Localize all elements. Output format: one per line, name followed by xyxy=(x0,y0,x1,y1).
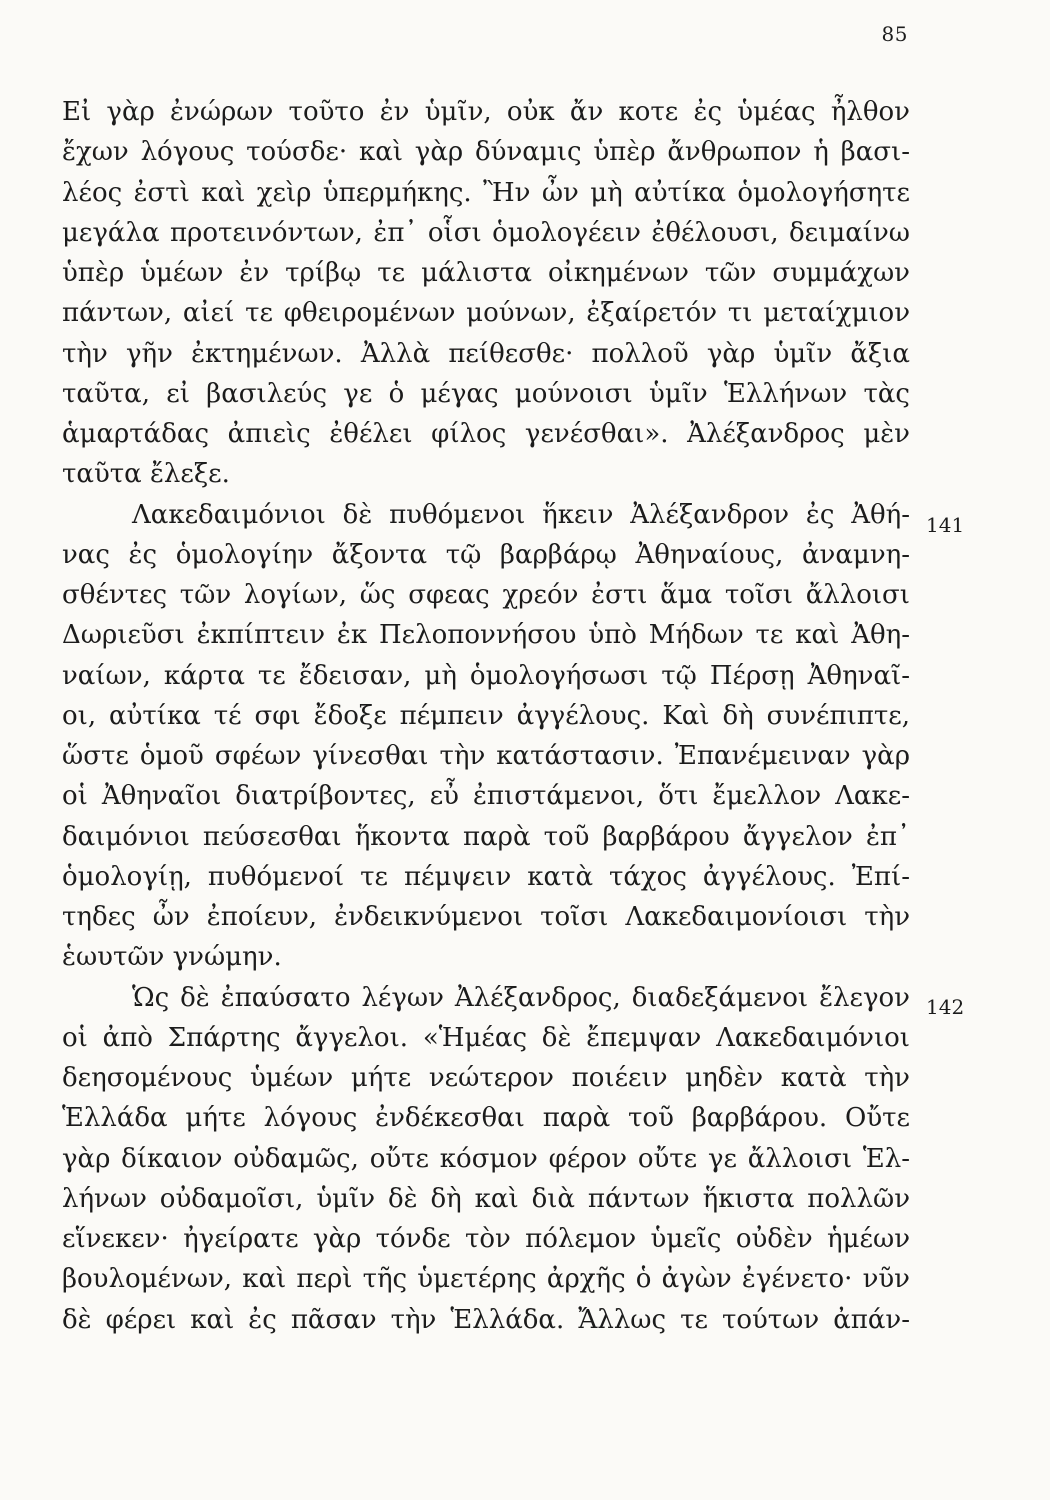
text-line: τὴν γῆν ἐκτημένων. Ἀλλὰ πείθεσθε· πολλοῦ γὰρ ὑμῖν ἄξια xyxy=(62,338,910,369)
text-line: Λακεδαιμόνιοι δὲ πυθόμενοι ἥκειν Ἀλέξανδρον ἐς Ἀθή- xyxy=(132,499,910,530)
paragraph-1 xyxy=(62,92,910,495)
text-line: βουλομένων, καὶ περὶ τῆς ὑμετέρης ἀρχῆς ὁ ἀγὼν ἐγένετο· νῦν xyxy=(62,1264,910,1295)
text-line: πάντων, αἰεί τε φθειρομένων μούνων, ἐξαίρετόν τι μεταίχμιον xyxy=(62,298,910,329)
text-line: ναίων, κάρτα τε ἔδεισαν, μὴ ὁμολογήσωσι τῷ Πέρσῃ Ἀθηναῖ- xyxy=(62,660,910,691)
text-line: ὥστε ὁμοῦ σφέων γίνεσθαι τὴν κατάστασιν. Ἐπανέμειναν γὰρ xyxy=(62,741,910,771)
text-line: ταῦτα ἔλεξε. xyxy=(62,459,230,490)
text-line: οι, αὐτίκα τέ σφι ἔδοξε πέμπειν ἀγγέλους. Καὶ δὴ συνέπιπτε, xyxy=(62,700,910,731)
text-line: ἔχων λόγους τούσδε· καὶ γὰρ δύναμις ὑπὲρ ἄνθρωπον ἡ βασι- xyxy=(62,137,910,168)
text-line: λέος ἐστὶ καὶ χεὶρ ὑπερμήκης. Ἢν ὦν μὴ αὐτίκα ὁμολογήσητε xyxy=(62,177,910,208)
text-line: σθέντες τῶν λογίων, ὥς σφεας χρεόν ἐστι ἅμα τοῖσι ἄλλοισι xyxy=(62,580,910,610)
text-line: ἑωυτῶν γνώμην. xyxy=(62,942,282,973)
text-line: λήνων οὐδαμοῖσι, ὑμῖν δὲ δὴ καὶ διὰ πάντων ἥκιστα πολλῶν xyxy=(62,1183,910,1214)
text-line: εἵνεκεν· ἠγείρατε γὰρ τόνδε τὸν πόλεμον ὑμεῖς οὐδὲν ἡμέων xyxy=(62,1224,910,1254)
text-line: οἱ ἀπὸ Σπάρτης ἄγγελοι. «Ἡμέας δὲ ἔπεμψαν Λακεδαιμόνιοι xyxy=(62,1022,910,1053)
text-line: δὲ φέρει καὶ ἐς πᾶσαν τὴν Ἑλλάδα. Ἄλλως τε τούτων ἀπάν- xyxy=(62,1304,910,1335)
text-line: τηδες ὦν ἐποίευν, ἐνδεικνύμενοι τοῖσι Λακεδαιμονίοισι τὴν xyxy=(62,902,910,932)
section-number: 142 xyxy=(926,995,965,1019)
text-line: δαιμόνιοι πεύσεσθαι ἥκοντα παρὰ τοῦ βαρβάρου ἄγγελον ἐπ᾽ xyxy=(62,821,910,852)
text-line: Δωριεῦσι ἐκπίπτειν ἐκ Πελοποννήσου ὑπὸ Μήδων τε καὶ Ἀθη- xyxy=(62,620,910,651)
section-number: 141 xyxy=(926,513,965,537)
text-line: ὁμολογίῃ, πυθόμενοί τε πέμψειν κατὰ τάχος ἀγγέλους. Ἐπί- xyxy=(62,861,910,892)
text-line: μεγάλα προτεινόντων, ἐπ᾽ οἷσι ὁμολογέειν ἐθέλουσι, δειμαίνω xyxy=(62,217,910,248)
text-line: ἁμαρτάδας ἀπιεὶς ἐθέλει φίλος γενέσθαι». Ἀλέξανδρος μὲν xyxy=(62,419,910,449)
text-line: νας ἐς ὁμολογίην ἄξοντα τῷ βαρβάρῳ Ἀθηναίους, ἀναμνη- xyxy=(62,539,910,570)
text-line: Ἑλλάδα μήτε λόγους ἐνδέκεσθαι παρὰ τοῦ βαρβάρου. Οὔτε xyxy=(62,1103,910,1134)
text-line: Εἰ γὰρ ἐνώρων τοῦτο ἐν ὑμῖν, οὐκ ἄν κοτε ἐς ὑμέας ἦλθον xyxy=(62,97,910,127)
page-number: 85 xyxy=(881,22,908,46)
text-line: γὰρ δίκαιον οὐδαμῶς, οὔτε κόσμον φέρον οὔτε γε ἄλλοισι Ἑλ- xyxy=(62,1143,910,1174)
text-block xyxy=(62,92,910,1340)
paragraph-2 xyxy=(62,495,910,978)
text-line: ὑπὲρ ὑμέων ἐν τρίβῳ τε μάλιστα οἰκημένων τῶν συμμάχων xyxy=(62,258,910,288)
text-line: οἱ Ἀθηναῖοι διατρίβοντες, εὖ ἐπιστάμενοι, ὅτι ἔμελλον Λακε- xyxy=(62,781,910,812)
text-line: Ὡς δὲ ἐπαύσατο λέγων Ἀλέξανδρος, διαδεξάμενοι ἔλεγον xyxy=(132,982,910,1013)
text-line: δεησομένους ὑμέων μήτε νεώτερον ποιέειν μηδὲν κατὰ τὴν xyxy=(62,1063,910,1093)
paragraph-3 xyxy=(62,978,910,1340)
text-line: ταῦτα, εἰ βασιλεύς γε ὁ μέγας μούνοισι ὑμῖν Ἑλλήνων τὰς xyxy=(62,378,910,409)
